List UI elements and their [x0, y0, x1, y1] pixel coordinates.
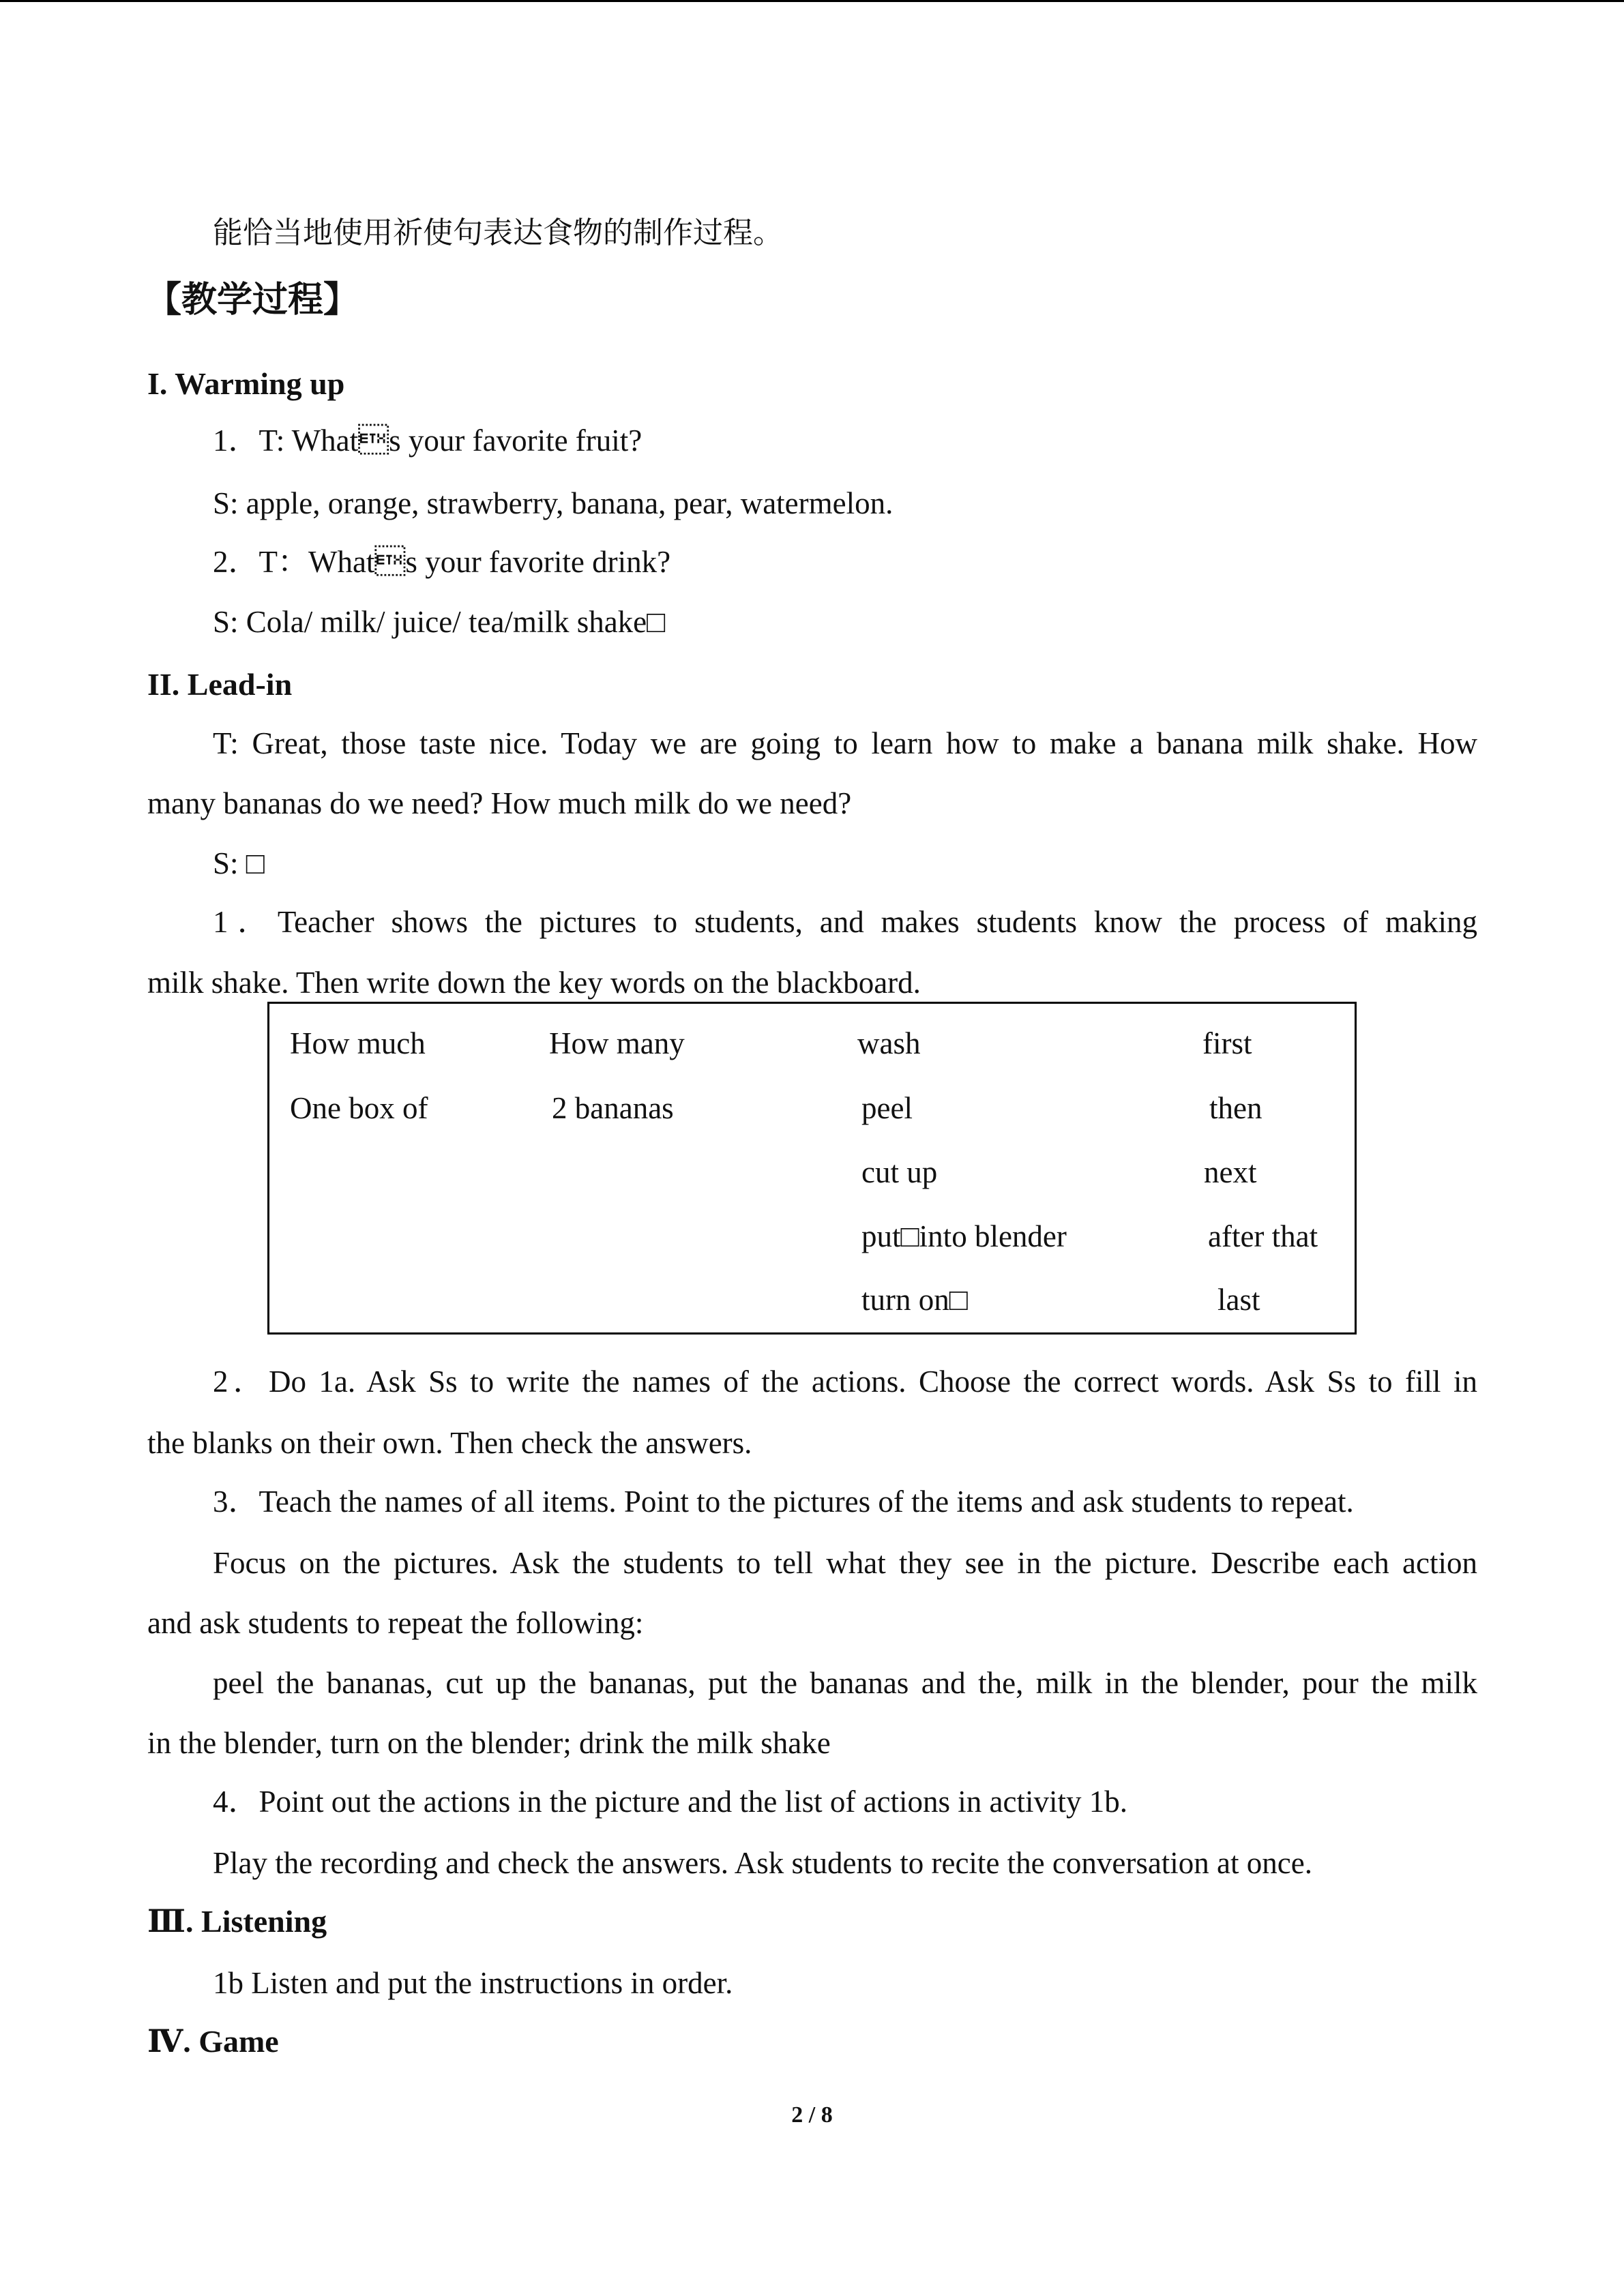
- blackboard-cell: peel: [861, 1091, 913, 1125]
- lead-in-title: II. Lead-in: [147, 667, 293, 702]
- blackboard-cell: One box of: [290, 1091, 428, 1125]
- blackboard-cell: wash: [857, 1026, 921, 1060]
- blackboard-cell: next: [1204, 1155, 1257, 1189]
- actions-line-2: in the blender, turn on the blender; drink the milk shake: [147, 1726, 831, 1760]
- warming-question-2: 2．T：Whats your favorite drink?: [213, 545, 671, 579]
- listening-item: 1b Listen and put the instructions in order.: [213, 1966, 733, 2000]
- warming-question-1: 1．T: Whats your favorite fruit?: [213, 423, 643, 458]
- play-recording-line: Play the recording and check the answers. Ask students to recite the conversation at once.: [213, 1846, 1312, 1880]
- top-border-rule: [0, 0, 1624, 2]
- listening-title: Ⅲ. Listening: [147, 1904, 327, 1939]
- game-title: Ⅳ. Game: [147, 2024, 279, 2059]
- blackboard-cell: first: [1202, 1026, 1252, 1060]
- blackboard-cell: 2 bananas: [552, 1091, 674, 1125]
- blackboard-cell: last: [1217, 1283, 1260, 1317]
- blackboard-cell: How much: [290, 1026, 426, 1060]
- blackboard-keywords-table: [267, 1002, 1357, 1335]
- focus-line-2: and ask students to repeat the following:: [147, 1606, 644, 1640]
- step-1-line-2: milk shake. Then write down the key words on the blackboard.: [147, 966, 921, 1000]
- warming-up-title: I. Warming up: [147, 366, 345, 401]
- blackboard-cell: then: [1209, 1091, 1263, 1125]
- focus-line-1: Focus on the pictures. Ask the students to tell what they see in the picture. Describe each action: [213, 1546, 1477, 1580]
- actions-line-1: peel the bananas, cut up the bananas, put the bananas and the, milk in the blender, pour the milk: [213, 1666, 1477, 1700]
- blackboard-cell: turn on□: [861, 1283, 968, 1317]
- lead-in-student-line: S: □: [213, 846, 265, 880]
- step-2-line-1: 2．Do 1a. Ask Ss to write the names of the actions. Choose the correct words. Ask Ss to fill in: [213, 1365, 1477, 1399]
- warming-answer-2: S: Cola/ milk/ juice/ tea/milk shake□: [213, 605, 666, 639]
- step-2-line-2: the blanks on their own. Then check the answers.: [147, 1426, 752, 1460]
- objective-line: 能恰当地使用祈使句表达食物的制作过程。: [213, 215, 783, 250]
- blackboard-cell: after that: [1208, 1219, 1318, 1253]
- lead-in-paragraph-line-2: many bananas do we need? How much milk do we need?: [147, 786, 852, 820]
- blackboard-cell: put□into blender: [861, 1219, 1067, 1253]
- section-heading: 【教学过程】: [146, 280, 359, 320]
- step-3-line: 3．Teach the names of all items. Point to the pictures of the items and ask students to repeat.: [213, 1485, 1354, 1519]
- step-4-line: 4．Point out the actions in the picture and the list of actions in activity 1b.: [213, 1785, 1128, 1819]
- step-1-line-1: 1．Teacher shows the pictures to students, and makes students know the process of making: [213, 905, 1477, 939]
- page-number: 2 / 8: [791, 2102, 833, 2128]
- blackboard-cell: How many: [549, 1026, 685, 1060]
- blackboard-cell: cut up: [861, 1155, 938, 1189]
- warming-answer-1: S: apple, orange, strawberry, banana, pear, watermelon.: [213, 486, 894, 520]
- lead-in-paragraph-line-1: T: Great, those taste nice. Today we are going to learn how to make a banana milk shake. How: [213, 726, 1477, 760]
